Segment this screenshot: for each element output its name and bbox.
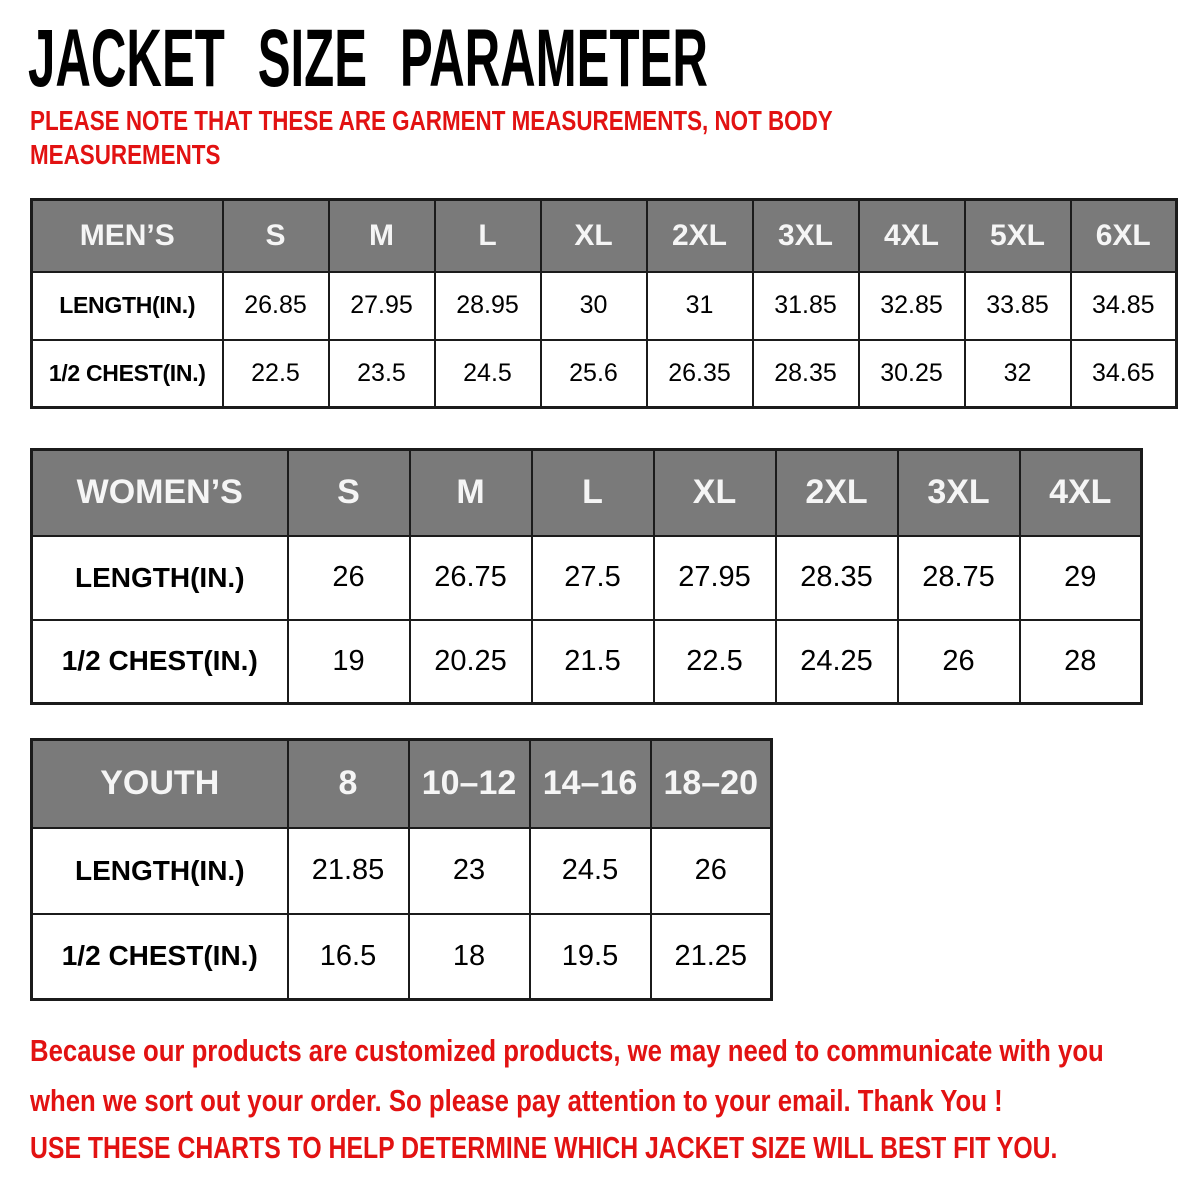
- table-header-cell: L: [435, 200, 541, 272]
- table-header-cell: M: [410, 450, 532, 536]
- row-label-cell: 1/2 CHEST(IN.): [32, 914, 288, 1000]
- table-row: [32, 828, 772, 914]
- table-cell: 28.35: [776, 536, 898, 620]
- row-label-cell: 1/2 CHEST(IN.): [32, 340, 223, 408]
- table-header-cell: YOUTH: [32, 740, 288, 828]
- table-cell: 22.5: [223, 340, 329, 408]
- table-cell: 24.5: [435, 340, 541, 408]
- youth-size-table: [30, 738, 773, 1001]
- table-cell: 26.85: [223, 272, 329, 340]
- table-header-cell: 6XL: [1071, 200, 1177, 272]
- table-cell: 31: [647, 272, 753, 340]
- note-line: PLEASE NOTE THAT THESE ARE GARMENT MEASUREMENTS, NOT BODY: [30, 105, 833, 136]
- notice-line: Because our products are customized products, we may need to communicate with you: [30, 1033, 1104, 1068]
- table-cell: 28.35: [753, 340, 859, 408]
- table-cell: 24.5: [530, 828, 651, 914]
- table-header-cell: MEN’S: [32, 200, 223, 272]
- row-label-cell: LENGTH(IN.): [32, 536, 288, 620]
- table-cell: 22.5: [654, 620, 776, 704]
- table-cell: 34.65: [1071, 340, 1177, 408]
- table-header-cell: WOMEN’S: [32, 450, 288, 536]
- table-header-cell: 8: [288, 740, 409, 828]
- table-cell: 31.85: [753, 272, 859, 340]
- notice-line: when we sort out your order. So please pay attention to your email. Thank You !: [30, 1083, 1003, 1118]
- table-header-cell: 3XL: [898, 450, 1020, 536]
- table-row: [32, 272, 1177, 340]
- table-cell: 21.5: [532, 620, 654, 704]
- table-cell: 19: [288, 620, 410, 704]
- table-cell: 24.25: [776, 620, 898, 704]
- table-cell: 27.95: [654, 536, 776, 620]
- table-header-cell: S: [223, 200, 329, 272]
- table-cell: 26: [651, 828, 772, 914]
- table-header-cell: 18–20: [651, 740, 772, 828]
- table-header-cell: 4XL: [859, 200, 965, 272]
- table-cell: 27.5: [532, 536, 654, 620]
- table-cell: 21.25: [651, 914, 772, 1000]
- table-cell: 18: [409, 914, 530, 1000]
- table-header-cell: 3XL: [753, 200, 859, 272]
- table-header-cell: S: [288, 450, 410, 536]
- table-cell: 33.85: [965, 272, 1071, 340]
- table-header-cell: XL: [654, 450, 776, 536]
- table-cell: 23: [409, 828, 530, 914]
- table-header-cell: M: [329, 200, 435, 272]
- table-header-cell: 5XL: [965, 200, 1071, 272]
- table-cell: 28.95: [435, 272, 541, 340]
- row-label-cell: 1/2 CHEST(IN.): [32, 620, 288, 704]
- table-header-cell: XL: [541, 200, 647, 272]
- mens-size-table: [30, 198, 1178, 409]
- table-cell: 34.85: [1071, 272, 1177, 340]
- table-header-cell: 2XL: [776, 450, 898, 536]
- table-cell: 23.5: [329, 340, 435, 408]
- table-row: [32, 340, 1177, 408]
- table-header-cell: 2XL: [647, 200, 753, 272]
- table-header-cell: 14–16: [530, 740, 651, 828]
- table-cell: 28: [1020, 620, 1142, 704]
- table-header-cell: L: [532, 450, 654, 536]
- table-row: [32, 536, 1142, 620]
- table-header-cell: 10–12: [409, 740, 530, 828]
- table-cell: 19.5: [530, 914, 651, 1000]
- table-cell: 26: [898, 620, 1020, 704]
- table-cell: 30.25: [859, 340, 965, 408]
- table-header-row: [32, 200, 1177, 272]
- table-cell: 21.85: [288, 828, 409, 914]
- table-cell: 29: [1020, 536, 1142, 620]
- table-cell: 16.5: [288, 914, 409, 1000]
- table-cell: 28.75: [898, 536, 1020, 620]
- table-cell: 26: [288, 536, 410, 620]
- table-row: [32, 914, 772, 1000]
- table-header-row: [32, 450, 1142, 536]
- row-label-cell: LENGTH(IN.): [32, 272, 223, 340]
- table-cell: 26.75: [410, 536, 532, 620]
- table-cell: 25.6: [541, 340, 647, 408]
- table-cell: 32: [965, 340, 1071, 408]
- table-cell: 26.35: [647, 340, 753, 408]
- womens-size-table: [30, 448, 1143, 705]
- garment-measurement-note: [30, 104, 833, 172]
- row-label-cell: LENGTH(IN.): [32, 828, 288, 914]
- table-cell: 20.25: [410, 620, 532, 704]
- table-cell: 27.95: [329, 272, 435, 340]
- table-cell: 30: [541, 272, 647, 340]
- table-header-cell: 4XL: [1020, 450, 1142, 536]
- table-cell: 32.85: [859, 272, 965, 340]
- note-line: MEASUREMENTS: [30, 139, 221, 170]
- fit-advice-line: USE THESE CHARTS TO HELP DETERMINE WHICH JACKET SIZE WILL BEST FIT YOU.: [30, 1130, 1058, 1165]
- page-title: JACKET SIZE PARAMETER: [28, 13, 708, 104]
- table-row: [32, 620, 1142, 704]
- customization-notice: [30, 1026, 1104, 1126]
- table-header-row: [32, 740, 772, 828]
